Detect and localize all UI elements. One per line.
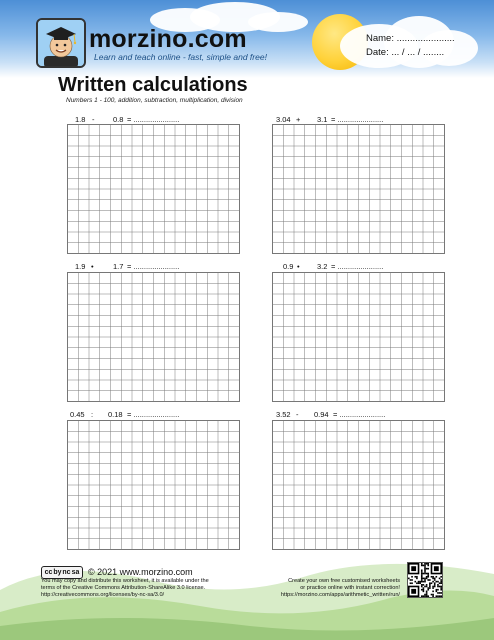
task-operator: + [296, 115, 301, 124]
qr-module [432, 587, 434, 589]
task-answer: = ...................... [127, 410, 180, 419]
qr-module [426, 576, 428, 578]
qr-module [424, 565, 426, 567]
qr-module [410, 579, 412, 581]
qr-module [437, 589, 439, 591]
qr-module [423, 591, 425, 593]
site-tagline: Learn and teach online - fast, simple and free! [94, 52, 267, 62]
task-operator: - [296, 410, 299, 419]
qr-module [427, 565, 429, 567]
qr-module [440, 587, 442, 589]
task-operand-b: 3.1 [317, 115, 328, 124]
qr-module [424, 571, 426, 573]
qr-module [421, 574, 423, 576]
qr-module [440, 576, 442, 578]
qr-module [421, 569, 423, 571]
qr-module [421, 578, 423, 580]
qr-module [440, 586, 442, 588]
qr-module [424, 586, 426, 588]
task-operator: • [297, 262, 300, 271]
task-answer: = ...................... [333, 410, 386, 419]
qr-module [437, 581, 439, 583]
qr-module [423, 573, 425, 575]
qr-module [440, 595, 442, 597]
qr-module [424, 594, 426, 596]
qr-module [429, 587, 431, 589]
license-notice [41, 578, 209, 599]
qr-module [440, 592, 442, 594]
qr-module [439, 586, 441, 588]
qr-module [414, 576, 416, 578]
qr-module [421, 573, 423, 575]
task-operand-b: 1.7 [113, 262, 124, 271]
qr-module [424, 568, 426, 570]
task-operand-b: 0.18 [108, 410, 123, 419]
promo-notice [281, 578, 400, 599]
qr-module [426, 592, 428, 594]
qr-module [419, 582, 421, 584]
qr-module [424, 566, 426, 568]
qr-module [427, 574, 429, 576]
qr-module [418, 582, 420, 584]
qr-module [427, 576, 429, 578]
qr-module [421, 584, 423, 586]
qr-module [432, 581, 434, 583]
qr-module [426, 578, 428, 580]
qr-module [440, 582, 442, 584]
license-line: You may copy and distribute this worksheet, it is available under the [41, 578, 209, 584]
task-operand-a: 0.9 [283, 262, 294, 271]
qr-code-icon[interactable] [407, 562, 443, 598]
qr-module [439, 592, 441, 594]
qr-finder [434, 566, 439, 571]
date-field: Date: ... / ... / ........ [366, 47, 445, 58]
qr-module [439, 578, 441, 580]
qr-module [426, 563, 428, 565]
qr-module [434, 578, 436, 580]
promo-link[interactable]: https://morzino.com/apps/arithmetic_written/run/ [280, 592, 400, 598]
task-operand-a: 1.8 [75, 115, 86, 124]
qr-module [440, 589, 442, 591]
qr-module [421, 563, 423, 565]
qr-module [429, 582, 431, 584]
qr-module [421, 576, 423, 578]
task-answer: = ...................... [331, 115, 384, 124]
qr-module [416, 582, 418, 584]
qr-module [424, 579, 426, 581]
promo-line: Create your own free customised worksheets [288, 578, 400, 584]
qr-module [424, 581, 426, 583]
qr-module [421, 579, 423, 581]
qr-module [427, 587, 429, 589]
qr-module [419, 581, 421, 583]
qr-module [423, 581, 425, 583]
qr-module [440, 579, 442, 581]
qr-module [437, 592, 439, 594]
qr-module [424, 595, 426, 597]
task-operator: - [92, 115, 95, 124]
qr-module [434, 584, 436, 586]
qr-module [436, 576, 438, 578]
qr-module [426, 568, 428, 570]
license-line: terms of the Creative Commons Attribution-ShareAlike 3.0 license. [41, 585, 206, 591]
qr-module [423, 578, 425, 580]
qr-module [432, 595, 434, 597]
qr-module [426, 595, 428, 597]
task-operand-a: 0.45 [70, 410, 85, 419]
qr-module [427, 579, 429, 581]
qr-module [436, 589, 438, 591]
copyright-text: © 2021 www.morzino.com [88, 566, 193, 577]
qr-module [416, 578, 418, 580]
qr-module [439, 582, 441, 584]
task-operand-a: 1.9 [75, 262, 86, 271]
qr-module [426, 586, 428, 588]
qr-module [436, 581, 438, 583]
qr-module [431, 582, 433, 584]
qr-finder [411, 589, 416, 594]
site-logo-text: morzino.com [89, 25, 247, 53]
qr-module [431, 594, 433, 596]
task-operand-b: 0.94 [314, 410, 329, 419]
qr-module [426, 584, 428, 586]
qr-module [426, 594, 428, 596]
qr-module [437, 586, 439, 588]
qr-module [424, 573, 426, 575]
qr-module [436, 595, 438, 597]
task-operand-b: 3.2 [317, 262, 328, 271]
qr-module [432, 578, 434, 580]
qr-module [436, 591, 438, 593]
qr-module [421, 589, 423, 591]
qr-module [427, 573, 429, 575]
qr-module [432, 591, 434, 593]
qr-module [429, 579, 431, 581]
qr-module [411, 579, 413, 581]
qr-module [432, 594, 434, 596]
qr-module [410, 582, 412, 584]
qr-finder [411, 566, 416, 571]
qr-module [434, 586, 436, 588]
qr-module [416, 576, 418, 578]
qr-module [414, 581, 416, 583]
qr-module [429, 584, 431, 586]
qr-module [437, 595, 439, 597]
qr-module [424, 569, 426, 571]
page-title: Written calculations [58, 74, 248, 96]
qr-module [427, 563, 429, 565]
task-answer: = ...................... [127, 262, 180, 271]
qr-module [440, 581, 442, 583]
qr-module [423, 584, 425, 586]
qr-module [423, 565, 425, 567]
qr-module [421, 581, 423, 583]
task-operator: : [91, 410, 94, 419]
qr-module [426, 573, 428, 575]
task-operand-b: 0.8 [113, 115, 124, 124]
qr-module [411, 576, 413, 578]
task-operator: • [91, 262, 94, 271]
name-field: Name: ...................... [366, 33, 455, 44]
qr-module [423, 589, 425, 591]
qr-module [421, 586, 423, 588]
task-answer: = ...................... [127, 115, 180, 124]
qr-module [427, 568, 429, 570]
qr-module [408, 578, 410, 580]
page-subtitle: Numbers 1 - 100, addition, subtraction, multiplication, division [66, 97, 243, 104]
qr-module [423, 595, 425, 597]
qr-module [421, 565, 423, 567]
qr-module [429, 586, 431, 588]
qr-module [432, 586, 434, 588]
qr-module [411, 582, 413, 584]
cc-license-icon: ccbyncsa [41, 566, 83, 579]
task-operand-a: 3.04 [276, 115, 291, 124]
qr-module [421, 595, 423, 597]
qr-module [418, 581, 420, 583]
qr-module [437, 584, 439, 586]
qr-module [432, 576, 434, 578]
qr-module [439, 595, 441, 597]
license-link[interactable]: http://creativecommons.org/licenses/by-nc-sa/3.0/ [41, 592, 165, 598]
qr-module [434, 579, 436, 581]
qr-module [426, 591, 428, 593]
qr-module [423, 587, 425, 589]
qr-module [424, 563, 426, 565]
qr-module [421, 571, 423, 573]
qr-module [424, 578, 426, 580]
qr-module [434, 582, 436, 584]
task-operand-a: 3.52 [276, 410, 291, 419]
promo-line: or practice online with instant correction! [300, 585, 400, 591]
task-answer: = ...................... [331, 262, 384, 271]
qr-module [431, 576, 433, 578]
qr-module [427, 589, 429, 591]
qr-module [427, 595, 429, 597]
